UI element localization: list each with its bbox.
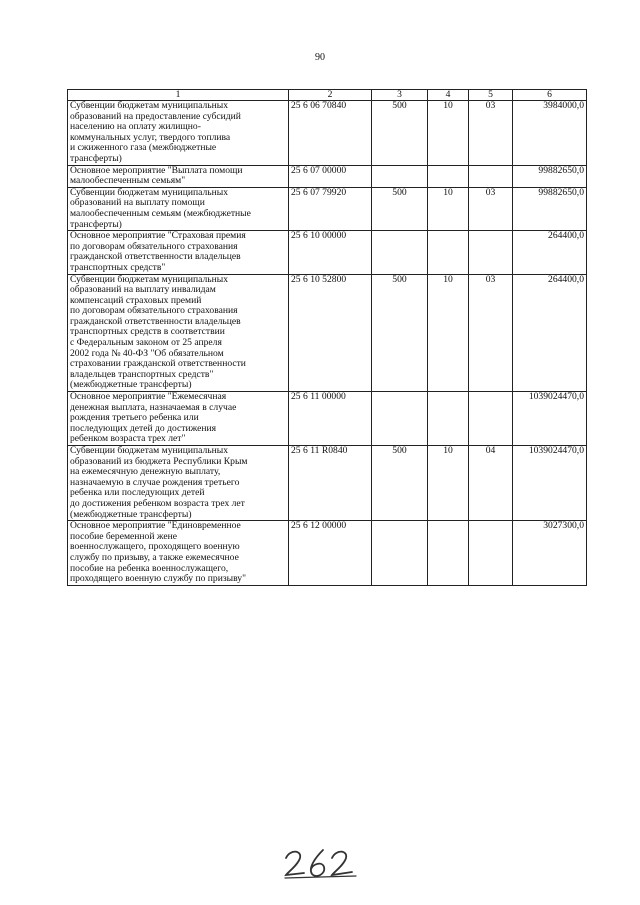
description-line: ребенком возраста трех лет": [70, 433, 186, 445]
row-section: 10: [428, 274, 469, 392]
row-description: [68, 392, 289, 446]
row-code: 25 6 06 70840: [289, 101, 372, 166]
row-description: [68, 446, 289, 521]
description-line: коммунальных услуг, твердого топлива: [70, 131, 231, 143]
row-section: 10: [428, 101, 469, 166]
description-line: трансферты): [70, 218, 122, 230]
description-line: последующих детей до достижения: [70, 422, 217, 434]
table-body: [68, 101, 587, 586]
column-header: 4: [428, 90, 469, 101]
description-line: транспортных средств в соответствии: [70, 326, 225, 338]
row-expense-type: [372, 231, 428, 274]
row-subsection: [469, 165, 513, 187]
description-line: Субвенции бюджетам муниципальных: [70, 100, 229, 111]
description-line: по договорам обязательного страхования: [70, 305, 238, 317]
row-code: 25 6 10 52800: [289, 274, 372, 392]
description-line: страховании гражданской ответственности: [70, 358, 246, 370]
description-line: службу по призыву, а также ежемесячное: [70, 551, 239, 563]
row-expense-type: [372, 392, 428, 446]
description-line: до достижения ребенком возраста трех лет: [70, 497, 245, 509]
description-line: образований на предоставление субсидий: [70, 110, 241, 122]
row-description: [68, 101, 289, 166]
description-line: пособие на ребенка военнослужащего,: [70, 562, 229, 574]
description-line: населению на оплату жилищно-: [70, 121, 201, 133]
row-code: 25 6 12 00000: [289, 521, 372, 586]
column-header: 3: [372, 90, 428, 101]
description-line: транспортных средств": [70, 261, 166, 273]
row-subsection: 03: [469, 101, 513, 166]
row-expense-type: 500: [372, 446, 428, 521]
description-line: 2002 года № 40-ФЗ "Об обязательном: [70, 347, 224, 359]
column-header: 6: [513, 90, 587, 101]
table-row: [68, 274, 587, 392]
row-section: [428, 521, 469, 586]
row-description: [68, 274, 289, 392]
row-code: 25 6 11 00000: [289, 392, 372, 446]
description-line: Основное мероприятие "Страховая премия: [70, 230, 246, 242]
table-row: [68, 165, 587, 187]
description-line: трансферты): [70, 152, 122, 164]
header-row: [68, 90, 587, 101]
row-amount: 264400,0: [513, 274, 587, 392]
row-amount: 99882650,0: [513, 187, 587, 230]
row-section: [428, 231, 469, 274]
row-amount: 264400,0: [513, 231, 587, 274]
row-description: [68, 187, 289, 230]
description-line: рождения третьего ребенка или: [70, 412, 199, 424]
row-amount: 1039024470,0: [513, 446, 587, 521]
description-line: и сжиженного газа (межбюджетные: [70, 142, 217, 154]
row-amount: 3984000,0: [513, 101, 587, 166]
row-description: [68, 231, 289, 274]
row-subsection: [469, 231, 513, 274]
description-line: образований на выплату помощи: [70, 197, 205, 209]
row-expense-type: [372, 521, 428, 586]
row-subsection: [469, 521, 513, 586]
row-section: 10: [428, 446, 469, 521]
row-subsection: 03: [469, 274, 513, 392]
row-amount: 3027300,0: [513, 521, 587, 586]
description-line: гражданской ответственности владельцев: [70, 315, 241, 327]
table-row: [68, 231, 587, 274]
table-row: [68, 392, 587, 446]
row-description: [68, 165, 289, 187]
handwritten-page-number: [282, 846, 362, 880]
description-line: образований из бюджета Республики Крым: [70, 455, 248, 467]
budget-table: [67, 89, 587, 586]
description-line: ребенка или последующих детей: [70, 487, 205, 499]
description-line: на ежемесячную денежную выплату,: [70, 466, 221, 478]
table-row: [68, 101, 587, 166]
table-row: [68, 187, 587, 230]
table-row: [68, 446, 587, 521]
description-line: с Федеральным законом от 25 апреля: [70, 337, 222, 349]
description-line: Субвенции бюджетам муниципальных: [70, 273, 229, 285]
row-expense-type: 500: [372, 101, 428, 166]
row-code: 25 6 11 R0840: [289, 446, 372, 521]
description-line: назначаемую в случае рождения третьего: [70, 476, 240, 488]
description-line: образований на выплату инвалидам: [70, 284, 216, 296]
table-row: [68, 521, 587, 586]
column-header: 2: [289, 90, 372, 101]
description-line: Основное мероприятие "Ежемесячная: [70, 391, 227, 403]
row-description: [68, 521, 289, 586]
description-line: гражданской ответственности владельцев: [70, 251, 241, 263]
row-expense-type: 500: [372, 274, 428, 392]
description-line: денежная выплата, назначаемая в случае: [70, 401, 237, 413]
description-line: Субвенции бюджетам муниципальных: [70, 445, 229, 456]
description-line: проходящего военную службу по призыву": [70, 573, 247, 585]
description-line: Основное мероприятие "Выплата помощи: [70, 164, 243, 176]
row-subsection: [469, 392, 513, 446]
row-expense-type: [372, 165, 428, 187]
row-section: [428, 392, 469, 446]
row-subsection: 04: [469, 446, 513, 521]
description-line: малообеспеченным семьям": [70, 175, 186, 187]
row-subsection: 03: [469, 187, 513, 230]
column-header: 5: [469, 90, 513, 101]
row-code: 25 6 07 79920: [289, 187, 372, 230]
description-line: Основное мероприятие "Единовременное: [70, 520, 241, 532]
row-amount: 99882650,0: [513, 165, 587, 187]
row-code: 25 6 10 00000: [289, 231, 372, 274]
description-line: компенсаций страховых премий: [70, 294, 202, 306]
row-section: [428, 165, 469, 187]
description-line: военнослужащего, проходящего военную: [70, 541, 240, 553]
description-line: малообеспеченным семьям (межбюджетные: [70, 207, 251, 219]
description-line: (межбюджетные трансферты): [70, 508, 192, 520]
page-number: 90: [315, 52, 325, 63]
description-line: Субвенции бюджетам муниципальных: [70, 186, 229, 198]
row-amount: 1039024470,0: [513, 392, 587, 446]
description-line: (межбюджетные трансферты): [70, 379, 192, 391]
row-section: 10: [428, 187, 469, 230]
row-expense-type: 500: [372, 187, 428, 230]
column-header: 1: [68, 90, 289, 101]
description-line: пособие беременной жене: [70, 530, 178, 542]
row-code: 25 6 07 00000: [289, 165, 372, 187]
description-line: владельцев транспортных средств": [70, 368, 214, 380]
description-line: по договорам обязательного страхования: [70, 240, 238, 252]
